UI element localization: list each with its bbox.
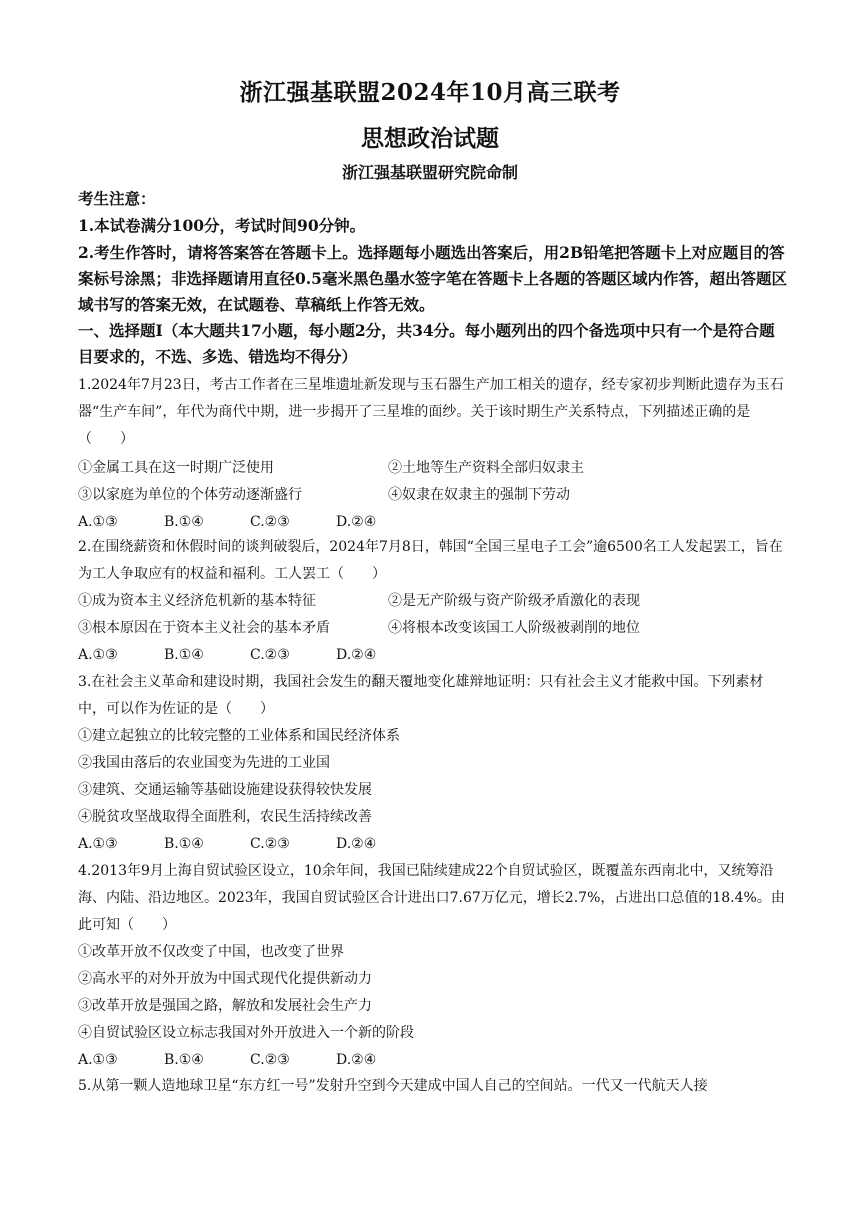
- option-2: ②是无产阶级与资产阶级矛盾激化的表现: [388, 593, 640, 609]
- question-stem: 2.在围绕薪资和休假时间的谈判破裂后，2024年7月8日，韩国“全国三星电子工会”逾6500名工人发起罢工，旨在为工人争取应有的权益和福利。工人罢工（ ）: [78, 539, 783, 582]
- answer-choices: [78, 509, 788, 536]
- choice-b: B.①④: [164, 1052, 204, 1068]
- author-line: 浙江强基联盟研究院命制: [341, 163, 518, 182]
- choice-d: D.②④: [336, 836, 377, 852]
- option-2: ②高水平的对外开放为中国式现代化提供新动力: [78, 971, 372, 987]
- choice-c: C.②③: [250, 1052, 290, 1068]
- answer-choices: [78, 642, 788, 669]
- option-1: ①建立起独立的比较完整的工业体系和国民经济体系: [78, 728, 400, 744]
- question-2: [78, 534, 788, 669]
- option-1: ①金属工具在这一时期广泛使用: [78, 460, 274, 476]
- choice-c: C.②③: [250, 836, 290, 852]
- choice-d: D.②④: [336, 514, 377, 530]
- choice-a: A.①③: [78, 1052, 118, 1068]
- option-1: ①改革开放不仅改变了中国，也改变了世界: [78, 944, 344, 960]
- choice-a: A.①③: [78, 836, 118, 852]
- choice-a: A.①③: [78, 647, 118, 663]
- option-4: ④奴隶在奴隶主的强制下劳动: [388, 487, 570, 503]
- question-5: [78, 1073, 788, 1100]
- section-heading: 一、选择题Ⅰ（本大题共17小题，每小题2分，共34分。每小题列出的四个备选项中只有一个是符合题目要求的，不选、多选、错选均不得分）: [78, 321, 775, 366]
- question-3: [78, 669, 788, 858]
- option-2: ②土地等生产资料全部归奴隶主: [388, 460, 584, 476]
- option-2: ②我国由落后的农业国变为先进的工业国: [78, 755, 330, 771]
- choice-b: B.①④: [164, 514, 204, 530]
- choice-b: B.①④: [164, 647, 204, 663]
- question-stem: 3.在社会主义革命和建设时期，我国社会发生的翻天覆地变化雄辩地证明：只有社会主义才能救中国。下列素材中，可以作为佐证的是（ ）: [78, 674, 764, 717]
- question-stem: 4.2013年9月上海自贸试验区设立，10余年间，我国已陆续建成22个自贸试验区，既覆盖东西南北中，又统筹沿海、内陆、沿边地区。2023年，我国自贸试验区合计进出口7.67万亿元，增长2.7%，占进出口总值的18.4%。由此可知（ ）: [78, 863, 785, 933]
- answer-choices: [78, 1047, 788, 1074]
- choice-d: D.②④: [336, 647, 377, 663]
- option-3: ③以家庭为单位的个体劳动逐渐盛行: [78, 487, 302, 503]
- notice-item-2: 2.考生作答时，请将答案答在答题卡上。选择题每小题选出答案后，用2B铅笔把答题卡上对应题目的答案标号涂黑；非选择题请用直径0.5毫米黑色墨水签字笔在答题卡上各题的答题区域内作答，超出答题区域书写的答案无效，在试题卷、草稿纸上作答无效。: [78, 243, 787, 314]
- exam-title: 浙江强基联盟2024年10月高三联考: [239, 79, 621, 106]
- option-4: ④将根本改变该国工人阶级被剥削的地位: [388, 620, 640, 636]
- question-4: [78, 858, 788, 1074]
- option-3: ③建筑、交通运输等基础设施建设获得较快发展: [78, 782, 372, 798]
- notice-item-1: 1.本试卷满分100分，考试时间90分钟。: [78, 216, 366, 235]
- option-3: ③根本原因在于资本主义社会的基本矛盾: [78, 620, 330, 636]
- subject-title: 思想政治试题: [361, 125, 499, 152]
- question-stem: 5.从第一颗人造地球卫星“东方红一号”发射升空到今天建成中国人自己的空间站。一代又一代航天人接: [78, 1078, 708, 1094]
- choice-a: A.①③: [78, 514, 118, 530]
- choice-c: C.②③: [250, 514, 290, 530]
- option-4: ④脱贫攻坚战取得全面胜利，农民生活持续改善: [78, 809, 372, 825]
- choice-c: C.②③: [250, 647, 290, 663]
- notice-heading: 考生注意：: [78, 189, 156, 208]
- question-stem: 1.2024年7月23日，考古工作者在三星堆遗址新发现与玉石器生产加工相关的遗存，经专家初步判断此遗存为玉石器“生产车间”，年代为商代中期，进一步揭开了三星堆的面纱。关于该时期生产关系特点，下列描述正确的是（ ）: [78, 377, 784, 447]
- option-4: ④自贸试验区设立标志我国对外开放进入一个新的阶段: [78, 1025, 414, 1041]
- option-3: ③改革开放是强国之路，解放和发展社会生产力: [78, 998, 372, 1014]
- question-1: [78, 372, 788, 536]
- choice-b: B.①④: [164, 836, 204, 852]
- option-1: ①成为资本主义经济危机新的基本特征: [78, 593, 316, 609]
- answer-choices: [78, 831, 788, 858]
- choice-d: D.②④: [336, 1052, 377, 1068]
